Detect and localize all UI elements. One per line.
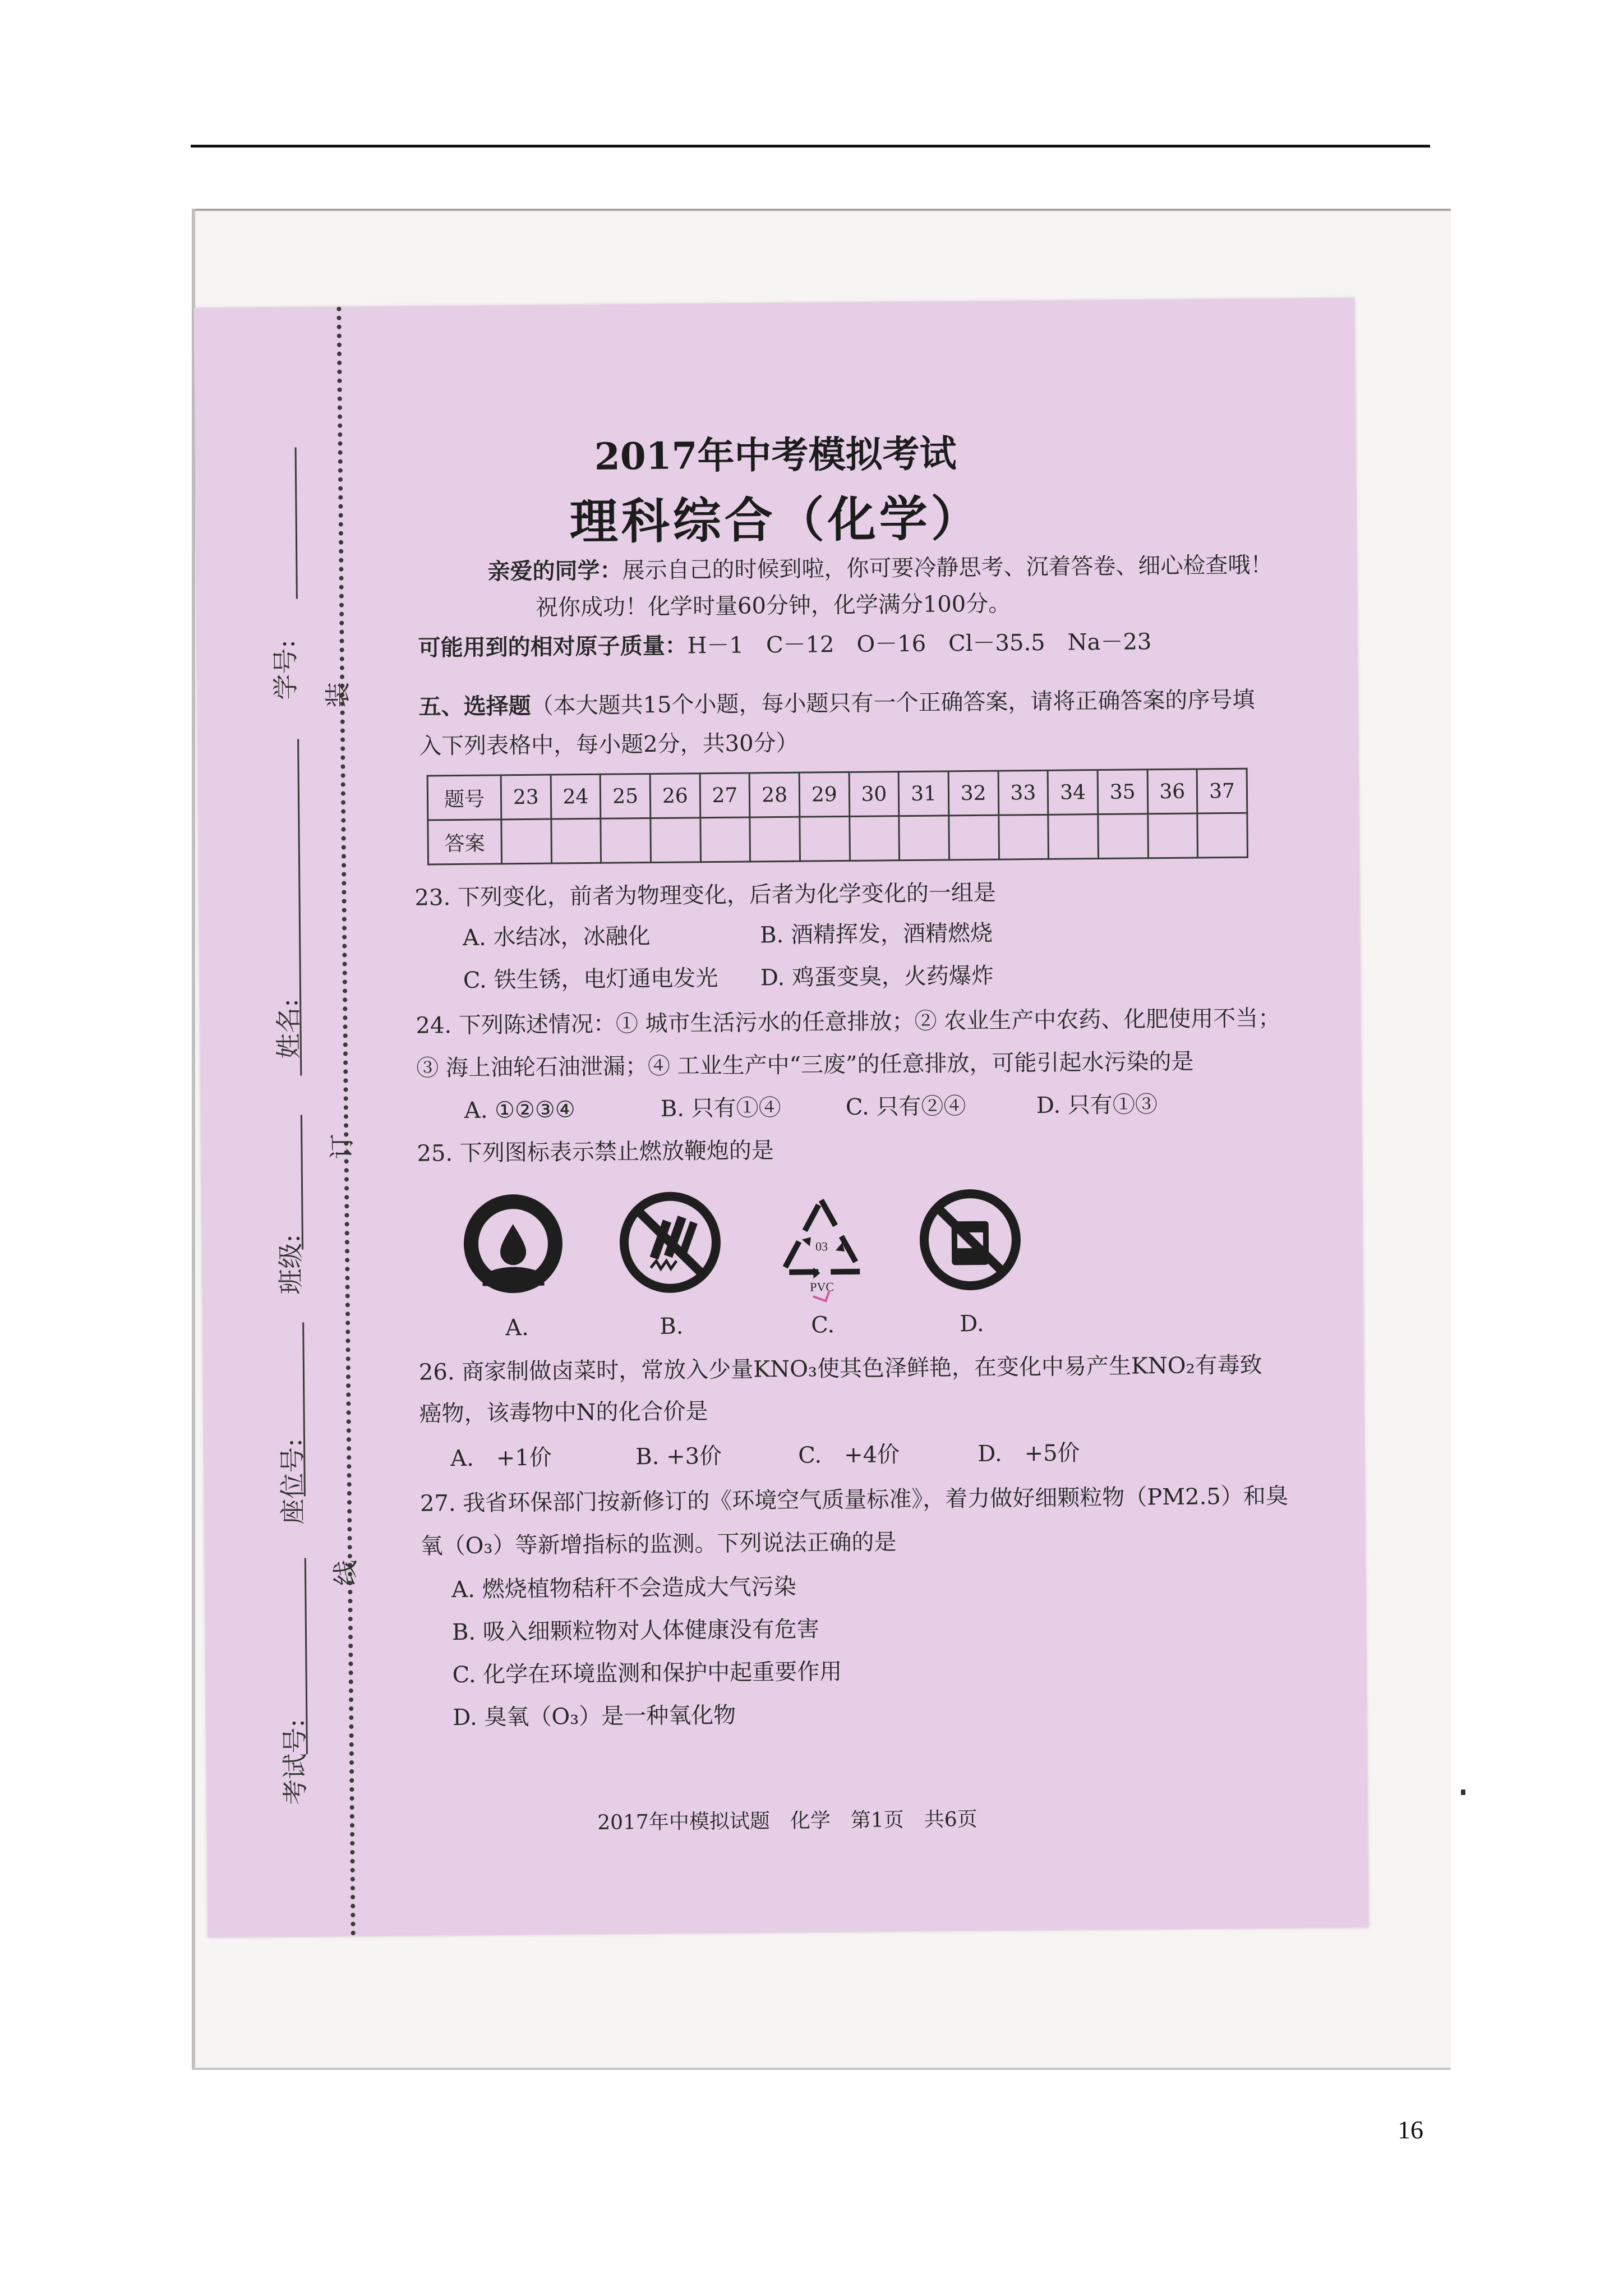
class-label: 班级: bbox=[275, 1234, 306, 1295]
q25-stem: 25. 下列图标表示禁止燃放鞭炮的是 bbox=[417, 1138, 774, 1167]
q24-stem-line2: ③ 海上油轮石油泄漏；④ 工业生产中“三废”的任意排放，可能引起水污染的是 bbox=[416, 1048, 1194, 1082]
question-number-cell: 31 bbox=[898, 771, 948, 816]
no-dumping-icon bbox=[916, 1186, 1024, 1294]
recycle-label: PVC bbox=[810, 1280, 834, 1294]
scan-edge-bottom bbox=[192, 2068, 1451, 2070]
answer-cell[interactable] bbox=[1197, 813, 1247, 858]
greeting-line2: 祝你成功！化学时量60分钟，化学满分100分。 bbox=[535, 591, 1011, 621]
section-header bbox=[418, 686, 1255, 721]
answer-cell[interactable] bbox=[700, 817, 750, 862]
q24-option-c: C. 只有②④ bbox=[845, 1093, 966, 1120]
q27-option-b: B. 吸入细颗粒物对人体健康没有危害 bbox=[451, 1616, 819, 1646]
question-number-cell: 35 bbox=[1098, 770, 1147, 815]
header-rule bbox=[191, 145, 1430, 148]
question-number-cell: 30 bbox=[849, 772, 899, 817]
answer-table bbox=[427, 768, 1248, 866]
exam-subtitle: 理科综合（化学） bbox=[569, 490, 983, 551]
greeting-label: 亲爱的同学： bbox=[487, 557, 623, 585]
q24-stem-line1: 24. 下列陈述情况：① 城市生活污水的任意排放；② 农业生产中农药、化肥使用不当； bbox=[416, 1005, 1281, 1039]
greeting bbox=[487, 551, 1272, 586]
q25-option-d: D. bbox=[960, 1310, 984, 1337]
exam-number-label: 考试号: bbox=[279, 1718, 311, 1805]
q23-stem: 23. 下列变化，前者为物理变化，后者为化学变化的一组是 bbox=[414, 880, 997, 911]
q25-option-b: B. bbox=[660, 1313, 684, 1340]
q27-stem-line2: 氧（O₃）等新增指标的监测。下列说法正确的是 bbox=[420, 1529, 897, 1559]
water-saving-icon bbox=[459, 1190, 567, 1297]
table-row-numbers bbox=[427, 769, 1247, 820]
answer-cell[interactable] bbox=[651, 818, 700, 863]
answer-cell[interactable] bbox=[1098, 814, 1148, 859]
recycle-code: 03 bbox=[815, 1239, 828, 1254]
question-number-cell: 23 bbox=[501, 775, 551, 820]
student-number-label: 学号: bbox=[270, 639, 301, 700]
answer-cell[interactable] bbox=[899, 816, 949, 861]
answer-cell[interactable] bbox=[949, 815, 999, 860]
answer-cell[interactable] bbox=[1147, 813, 1197, 858]
q23-option-c: C. 铁生锈，电灯通电发光 bbox=[463, 965, 718, 993]
question-number-cell: 25 bbox=[600, 774, 650, 819]
answer-header: 答案 bbox=[428, 820, 502, 864]
binding-mark-xian: 线 bbox=[330, 1559, 361, 1586]
q26-option-d: D. +5价 bbox=[978, 1440, 1080, 1467]
q23-option-d: D. 鸡蛋变臭，火药爆炸 bbox=[760, 963, 994, 991]
no-firecracker-icon bbox=[616, 1189, 724, 1296]
atomic-mass-label: 可能用到的相对原子质量： bbox=[418, 632, 688, 661]
page-footer: 2017年中模拟试题 化学 第1页 共6页 bbox=[597, 1807, 978, 1834]
q25-option-a: A. bbox=[505, 1314, 529, 1341]
answer-cell[interactable] bbox=[849, 816, 899, 861]
q23-option-b: B. 酒精挥发，酒精燃烧 bbox=[759, 920, 993, 949]
q26-option-b: B. +3价 bbox=[635, 1443, 722, 1470]
q24-option-d: D. 只有①③ bbox=[1036, 1092, 1158, 1119]
scan-edge-top bbox=[192, 209, 1451, 211]
binding-mark-zhuang: 装 bbox=[322, 682, 353, 708]
binding-rule bbox=[301, 1115, 303, 1249]
q24-option-a: A. ①②③④ bbox=[464, 1097, 575, 1124]
page-number: 16 bbox=[1398, 2115, 1423, 2144]
exam-title: 2017年中考模拟考试 bbox=[594, 431, 957, 478]
question-number-cell: 24 bbox=[551, 774, 601, 819]
name-label: 姓名: bbox=[273, 998, 305, 1059]
q26-option-c: C. +4价 bbox=[798, 1442, 900, 1469]
atomic-mass-line bbox=[418, 628, 1151, 662]
answer-cell[interactable] bbox=[551, 818, 601, 863]
q24-option-b: B. 只有①④ bbox=[660, 1095, 781, 1122]
atomic-mass-values: H－1 C－12 O－16 Cl－35.5 Na－23 bbox=[687, 629, 1152, 659]
q25-option-c: C. bbox=[811, 1312, 835, 1338]
answer-cell[interactable] bbox=[601, 818, 651, 863]
answer-cell[interactable] bbox=[998, 815, 1048, 859]
question-number-cell: 28 bbox=[749, 772, 799, 817]
q26-option-a: A. +1价 bbox=[450, 1444, 552, 1472]
question-number-cell: 29 bbox=[799, 772, 849, 817]
seat-number-label: 座位号: bbox=[276, 1438, 308, 1525]
question-number-cell: 26 bbox=[650, 774, 700, 818]
section-desc-line1: （本大题共15个小题，每小题只有一个正确答案，请将正确答案的序号填 bbox=[531, 687, 1255, 719]
q27-option-d: D. 臭氧（O₃）是一种氧化物 bbox=[453, 1702, 736, 1731]
q27-option-c: C. 化学在环境监测和保护中起重要作用 bbox=[452, 1659, 842, 1688]
question-number-cell: 34 bbox=[1048, 770, 1098, 815]
question-number-cell: 33 bbox=[998, 770, 1048, 815]
question-number-cell: 36 bbox=[1147, 769, 1197, 814]
question-number-cell: 37 bbox=[1197, 769, 1247, 813]
answer-cell[interactable] bbox=[800, 816, 850, 861]
greeting-line1: 展示自己的时候到啦，你可要冷静思考、沉着答卷、细心检查哦！ bbox=[622, 552, 1273, 584]
exam-paper bbox=[193, 298, 1368, 1938]
answer-cell[interactable] bbox=[750, 817, 800, 862]
answer-cell[interactable] bbox=[501, 819, 551, 864]
q23-option-a: A. 水结冰，冰融化 bbox=[462, 923, 651, 951]
recycle-pvc-icon bbox=[768, 1188, 875, 1295]
q26-stem-line1: 26. 商家制做卤菜时，常放入少量KNO₃使其色泽鲜艳，在变化中易产生KNO₂有毒致 bbox=[418, 1352, 1262, 1386]
q27-stem-line1: 27. 我省环保部门按新修订的《环境空气质量标准》，着力做好细颗粒物（PM2.5）和臭 bbox=[419, 1483, 1288, 1517]
answer-cell[interactable] bbox=[1048, 815, 1098, 859]
question-number-cell: 27 bbox=[700, 773, 750, 818]
scan-speck bbox=[1461, 1789, 1465, 1795]
table-row-answers bbox=[428, 813, 1248, 864]
section-title: 五、选择题 bbox=[418, 692, 531, 720]
q26-stem-line2: 癌物，该毒物中N的化合价是 bbox=[419, 1398, 708, 1427]
scan-edge-left bbox=[192, 209, 195, 2070]
q27-option-a: A. 燃烧植物秸秆不会造成大气污染 bbox=[451, 1573, 796, 1603]
question-number-header: 题号 bbox=[427, 775, 501, 820]
section-desc-line2: 入下列表格中，每小题2分，共30分） bbox=[418, 730, 799, 760]
binding-mark-ding: 订 bbox=[326, 1133, 357, 1160]
question-number-cell: 32 bbox=[948, 771, 998, 816]
